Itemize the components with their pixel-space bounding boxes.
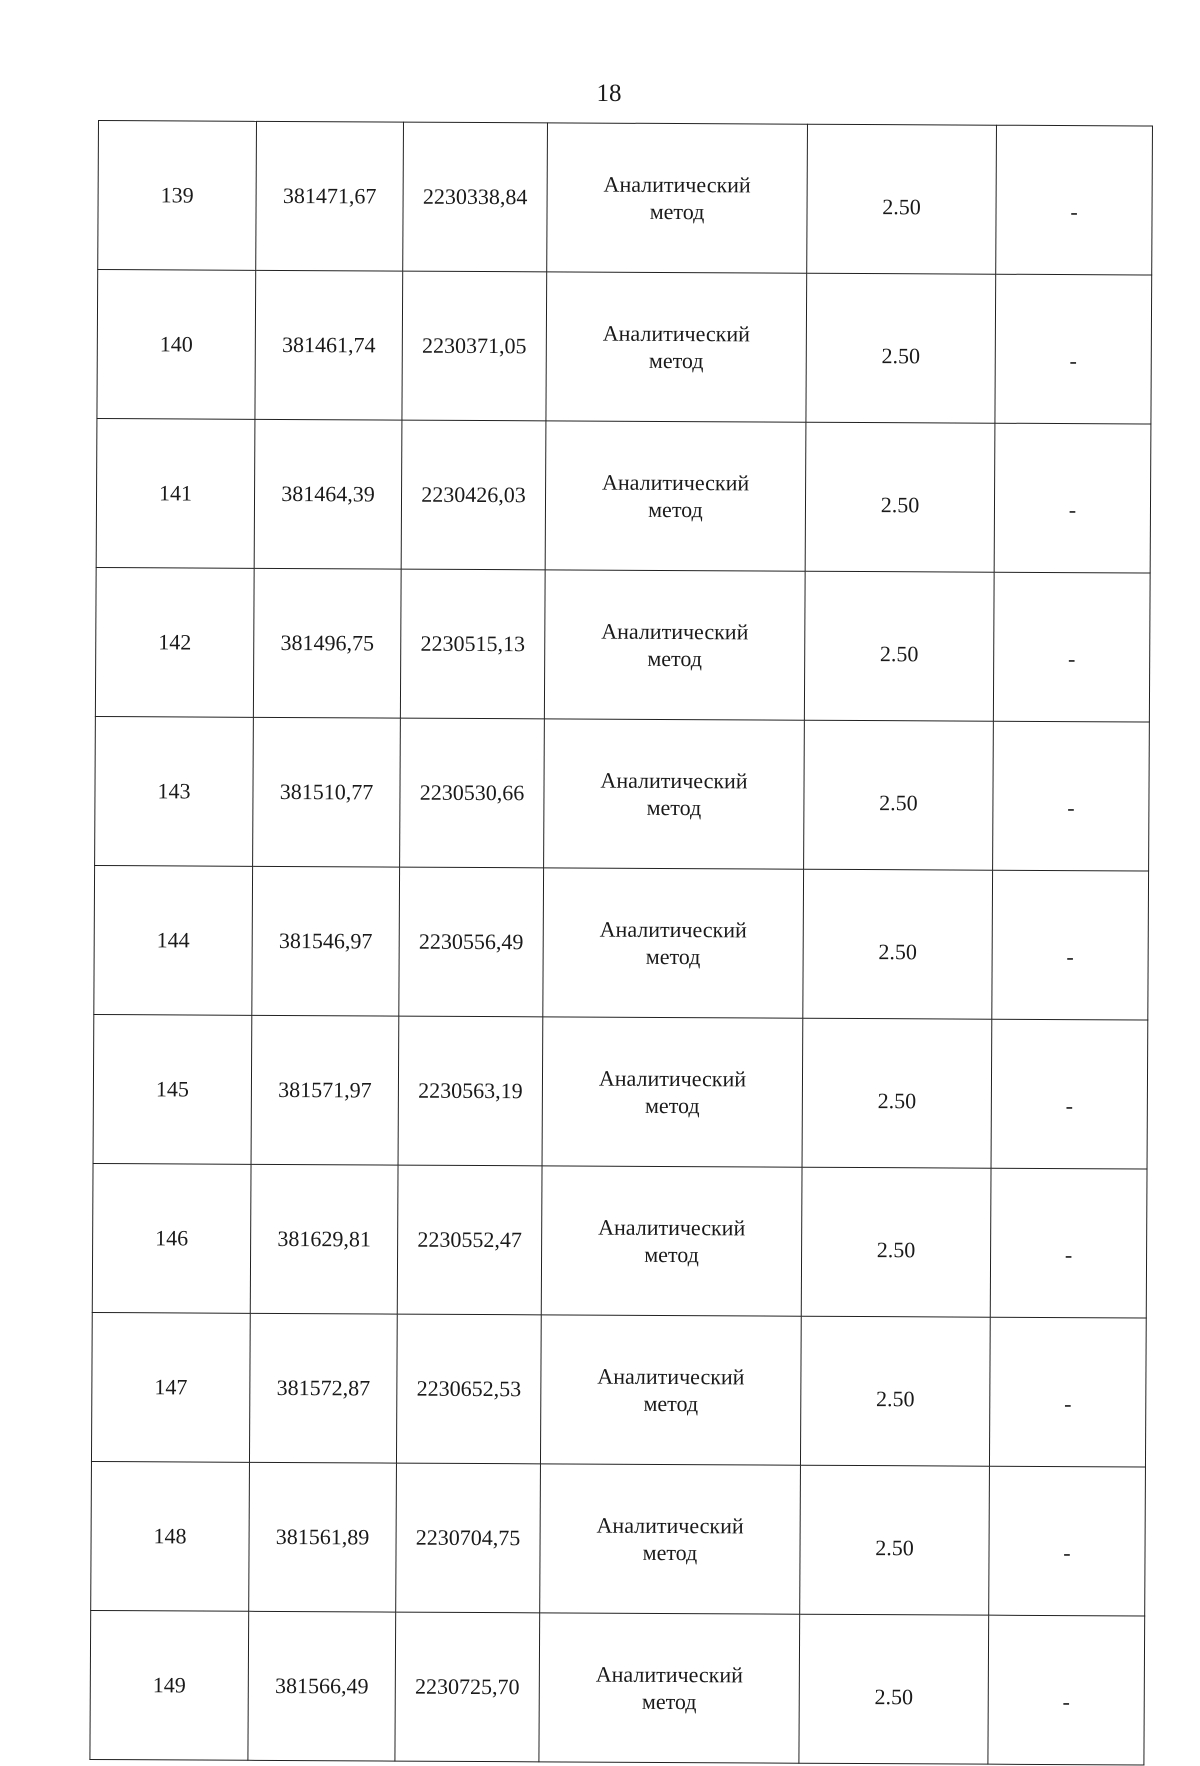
note-cell: - (988, 1615, 1145, 1765)
point-number-cell: 148 (91, 1461, 250, 1611)
method-line-2: метод (642, 1539, 698, 1566)
point-number-cell: 143 (95, 716, 254, 866)
accuracy-value-cell: 2.50 (805, 422, 995, 572)
method-line-2: метод (641, 1688, 697, 1715)
y-coordinate-cell: 2230556,49 (399, 867, 544, 1017)
table-row (97, 270, 1152, 425)
x-coordinate-cell: 381496,75 (253, 568, 401, 718)
accuracy-value-cell: 2.50 (800, 1316, 990, 1466)
method-line-2: метод (649, 198, 705, 225)
method-line-1: Аналитический (596, 1512, 744, 1538)
table-row (90, 1610, 1145, 1765)
method-cell (546, 272, 807, 422)
point-number-cell: 142 (95, 567, 254, 717)
table-row (93, 1014, 1148, 1169)
note-cell: - (994, 423, 1151, 573)
y-coordinate-cell: 2230338,84 (403, 122, 548, 272)
method-cell (545, 421, 806, 571)
note-cell: - (992, 870, 1149, 1020)
method-line-2: метод (644, 1092, 700, 1119)
x-coordinate-cell: 381461,74 (255, 270, 403, 420)
y-coordinate-cell: 2230725,70 (395, 1612, 540, 1762)
y-coordinate-cell: 2230530,66 (400, 718, 545, 868)
accuracy-value-cell: 2.50 (804, 720, 994, 870)
table-row (95, 567, 1150, 722)
accuracy-value-cell: 2.50 (806, 273, 996, 423)
y-coordinate-cell: 2230552,47 (397, 1165, 542, 1315)
method-line-2: метод (647, 645, 703, 672)
x-coordinate-cell: 381471,67 (256, 121, 404, 271)
method-cell (544, 570, 805, 720)
table-row (91, 1461, 1146, 1616)
note-cell: - (993, 572, 1150, 722)
point-number-cell: 145 (93, 1014, 252, 1164)
method-line-1: Аналитический (603, 171, 751, 197)
point-number-cell: 141 (96, 418, 255, 568)
note-cell: - (993, 721, 1150, 871)
accuracy-value-cell: 2.50 (801, 1167, 991, 1317)
y-coordinate-cell: 2230704,75 (396, 1463, 541, 1613)
method-line-1: Аналитический (601, 618, 749, 644)
y-coordinate-cell: 2230426,03 (401, 420, 546, 570)
method-line-2: метод (648, 496, 703, 523)
method-line-1: Аналитический (597, 1363, 745, 1389)
point-number-cell: 146 (92, 1163, 251, 1313)
method-line-2: метод (648, 347, 704, 374)
coordinates-table (89, 120, 1153, 1766)
method-line-1: Аналитический (600, 767, 748, 793)
method-cell (540, 1315, 801, 1465)
y-coordinate-cell: 2230563,19 (398, 1016, 543, 1166)
point-number-cell: 149 (90, 1610, 249, 1760)
accuracy-value-cell: 2.50 (807, 124, 997, 274)
x-coordinate-cell: 381546,97 (252, 866, 400, 1016)
accuracy-value-cell: 2.50 (804, 571, 994, 721)
method-line-1: Аналитический (598, 1214, 746, 1240)
method-line-1: Аналитический (602, 320, 751, 346)
method-line-1: Аналитический (601, 469, 750, 495)
y-coordinate-cell: 2230371,05 (402, 271, 547, 421)
point-number-cell: 144 (94, 865, 253, 1015)
method-line-2: метод (644, 1241, 699, 1268)
method-line-2: метод (646, 794, 702, 821)
method-line-2: метод (645, 943, 701, 970)
method-cell (543, 868, 804, 1018)
table-row (98, 121, 1153, 276)
method-line-1: Аналитический (599, 916, 747, 942)
note-cell: - (989, 1466, 1146, 1616)
note-cell: - (996, 125, 1153, 275)
x-coordinate-cell: 381629,81 (250, 1164, 398, 1314)
table-row (96, 418, 1151, 573)
method-cell (542, 1017, 803, 1167)
accuracy-value-cell: 2.50 (799, 1614, 989, 1764)
point-number-cell: 139 (98, 121, 257, 271)
point-number-cell: 147 (91, 1312, 250, 1462)
x-coordinate-cell: 381464,39 (254, 419, 402, 569)
method-cell (544, 719, 805, 869)
table-row (95, 716, 1150, 871)
method-cell (541, 1166, 802, 1316)
accuracy-value-cell: 2.50 (800, 1465, 990, 1615)
x-coordinate-cell: 381571,97 (251, 1015, 399, 1165)
x-coordinate-cell: 381566,49 (248, 1611, 396, 1761)
table-row (91, 1312, 1146, 1467)
table-body (90, 121, 1153, 1765)
note-cell: - (991, 1019, 1148, 1169)
method-line-1: Аналитический (595, 1661, 743, 1687)
y-coordinate-cell: 2230652,53 (396, 1314, 541, 1464)
table-row (92, 1163, 1147, 1318)
method-line-1: Аналитический (598, 1065, 747, 1091)
x-coordinate-cell: 381561,89 (249, 1462, 397, 1612)
x-coordinate-cell: 381572,87 (249, 1313, 397, 1463)
page-number: 18 (596, 80, 622, 107)
method-cell (547, 123, 808, 273)
method-cell (539, 1613, 800, 1763)
x-coordinate-cell: 381510,77 (253, 717, 401, 867)
note-cell: - (990, 1168, 1147, 1318)
accuracy-value-cell: 2.50 (802, 1018, 992, 1168)
point-number-cell: 140 (97, 270, 256, 420)
table-row (94, 865, 1149, 1020)
note-cell: - (989, 1317, 1146, 1467)
note-cell: - (995, 274, 1152, 424)
method-line-2: метод (643, 1390, 699, 1417)
method-cell (540, 1464, 801, 1614)
y-coordinate-cell: 2230515,13 (400, 569, 545, 719)
accuracy-value-cell: 2.50 (803, 869, 993, 1019)
